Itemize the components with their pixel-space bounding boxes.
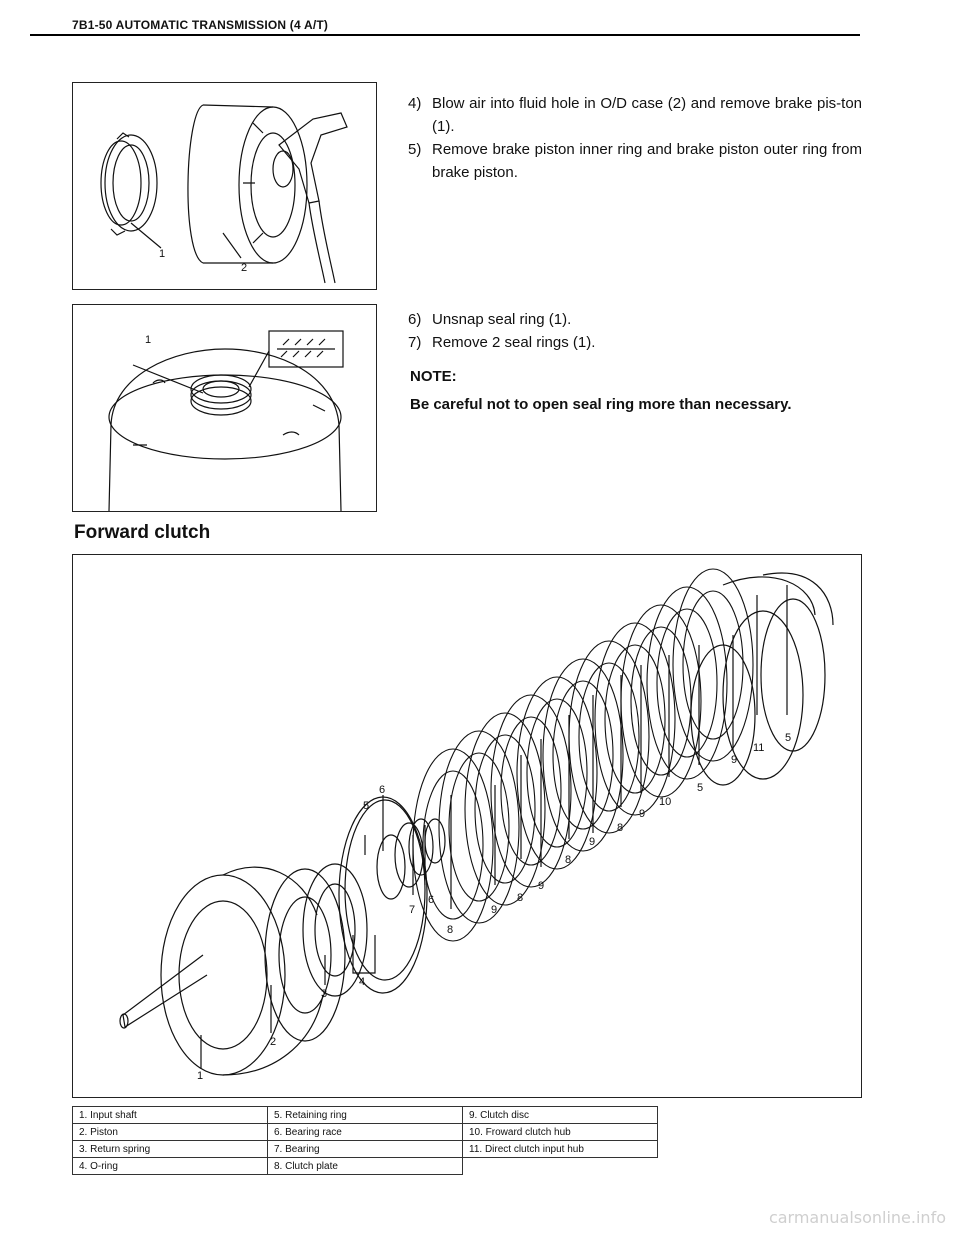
clutch-disc-outline xyxy=(595,623,675,815)
step-7 xyxy=(408,331,862,354)
fig3-label-8b: 8 xyxy=(517,892,524,904)
steps-top xyxy=(408,92,862,184)
legend-cell: 3. Return spring xyxy=(73,1141,268,1158)
step-number: 4) xyxy=(408,95,422,112)
fig3-label-5: 5 xyxy=(363,800,370,812)
clutch-disc-outline xyxy=(621,605,704,797)
legend-cell: 10. Froward clutch hub xyxy=(463,1124,658,1141)
fig3-label-9d: 9 xyxy=(639,808,646,820)
clutch-disc-outline xyxy=(527,699,587,847)
fig3-label-4: 4 xyxy=(359,976,366,988)
clutch-disc-outline xyxy=(475,735,535,883)
step-5 xyxy=(408,138,862,184)
legend-cell: 4. O-ring xyxy=(73,1158,268,1175)
fig3-label-9: 9 xyxy=(491,904,498,916)
clutch-disc-outline xyxy=(491,695,571,887)
watermark: carmanualsonline.info xyxy=(768,1208,946,1227)
brake-piston-illustration xyxy=(73,83,376,289)
fig3-label-6b: 6 xyxy=(428,894,435,906)
clutch-disc-outline xyxy=(449,753,509,901)
parts-legend-table xyxy=(72,1106,658,1175)
legend-cell: 8. Clutch plate xyxy=(268,1158,463,1175)
legend-row xyxy=(73,1124,658,1141)
fig3-label-3: 3 xyxy=(321,988,328,1000)
clutch-disc-outline xyxy=(501,717,561,865)
fig3-label-8: 8 xyxy=(447,924,454,936)
clutch-disc-outline xyxy=(631,627,691,775)
fig3-label-5c: 5 xyxy=(785,732,792,744)
fig3-label-9c: 9 xyxy=(589,836,596,848)
legend-cell: 1. Input shaft xyxy=(73,1107,268,1124)
clutch-disc-outline xyxy=(673,569,753,761)
step-text: Unsnap seal ring (1). xyxy=(432,311,572,328)
fig3-label-9e: 9 xyxy=(731,754,738,766)
legend-cell: 9. Clutch disc xyxy=(463,1107,658,1124)
fig3-label-8c: 8 xyxy=(565,854,572,866)
fig3-label-10: 10 xyxy=(659,796,672,808)
legend-cell: 7. Bearing xyxy=(268,1141,463,1158)
fig3-label-11: 11 xyxy=(753,742,765,754)
step-number: 6) xyxy=(408,311,422,328)
legend-cell: 11. Direct clutch input hub xyxy=(463,1141,658,1158)
fig3-label-7: 7 xyxy=(409,904,416,916)
fig3-label-1: 1 xyxy=(197,1070,204,1082)
page-header: 7B1-50 AUTOMATIC TRANSMISSION (4 A/T) xyxy=(72,18,329,32)
figure-brake-piston-removal xyxy=(72,82,377,290)
legend-row xyxy=(73,1158,658,1175)
fig3-label-6: 6 xyxy=(379,784,386,796)
legend-cell: 5. Retaining ring xyxy=(268,1107,463,1124)
seal-ring-illustration xyxy=(73,305,376,511)
fig1-label-1: 1 xyxy=(159,248,166,260)
fig3-label-9b: 9 xyxy=(538,880,545,892)
clutch-disc-outline xyxy=(647,587,727,779)
header-rule xyxy=(30,34,860,36)
step-4 xyxy=(408,92,862,138)
fig1-label-2: 2 xyxy=(241,262,248,274)
step-text: Blow air into fluid hole in O/D case (2) and remove brake pis-ton (1). xyxy=(432,95,862,135)
clutch-disc-outline xyxy=(553,681,613,829)
step-number: 7) xyxy=(408,334,422,351)
clutch-disc-outline xyxy=(605,645,665,793)
step-text: Remove brake piston inner ring and brake piston outer ring from brake piston. xyxy=(432,141,862,181)
clutch-disc-outline xyxy=(517,677,597,869)
legend-cell-empty xyxy=(463,1158,658,1175)
legend-row xyxy=(73,1141,658,1158)
clutch-disc-outline xyxy=(579,663,639,811)
note-body: Be careful not to open seal ring more than necessary. xyxy=(410,396,792,413)
fig3-label-8d: 8 xyxy=(617,822,624,834)
forward-clutch-illustration xyxy=(73,555,861,1097)
fig3-label-5b: 5 xyxy=(697,782,704,794)
figure-forward-clutch-exploded xyxy=(72,554,862,1098)
step-number: 5) xyxy=(408,141,422,158)
note-title: NOTE: xyxy=(410,368,457,385)
fig2-label-1: 1 xyxy=(145,334,152,346)
steps-mid xyxy=(408,308,862,354)
legend-cell: 6. Bearing race xyxy=(268,1124,463,1141)
fig3-label-2: 2 xyxy=(270,1036,277,1048)
step-text: Remove 2 seal rings (1). xyxy=(432,334,596,351)
legend-row xyxy=(73,1107,658,1124)
clutch-disc-outline xyxy=(657,609,717,757)
clutch-disc-outline xyxy=(543,659,623,851)
step-6 xyxy=(408,308,862,331)
figure-seal-ring xyxy=(72,304,377,512)
clutch-disc-outline xyxy=(683,591,743,739)
legend-cell: 2. Piston xyxy=(73,1124,268,1141)
clutch-disc-outline xyxy=(465,713,545,905)
section-title: Forward clutch xyxy=(74,522,211,543)
clutch-disc-outline xyxy=(569,641,649,833)
